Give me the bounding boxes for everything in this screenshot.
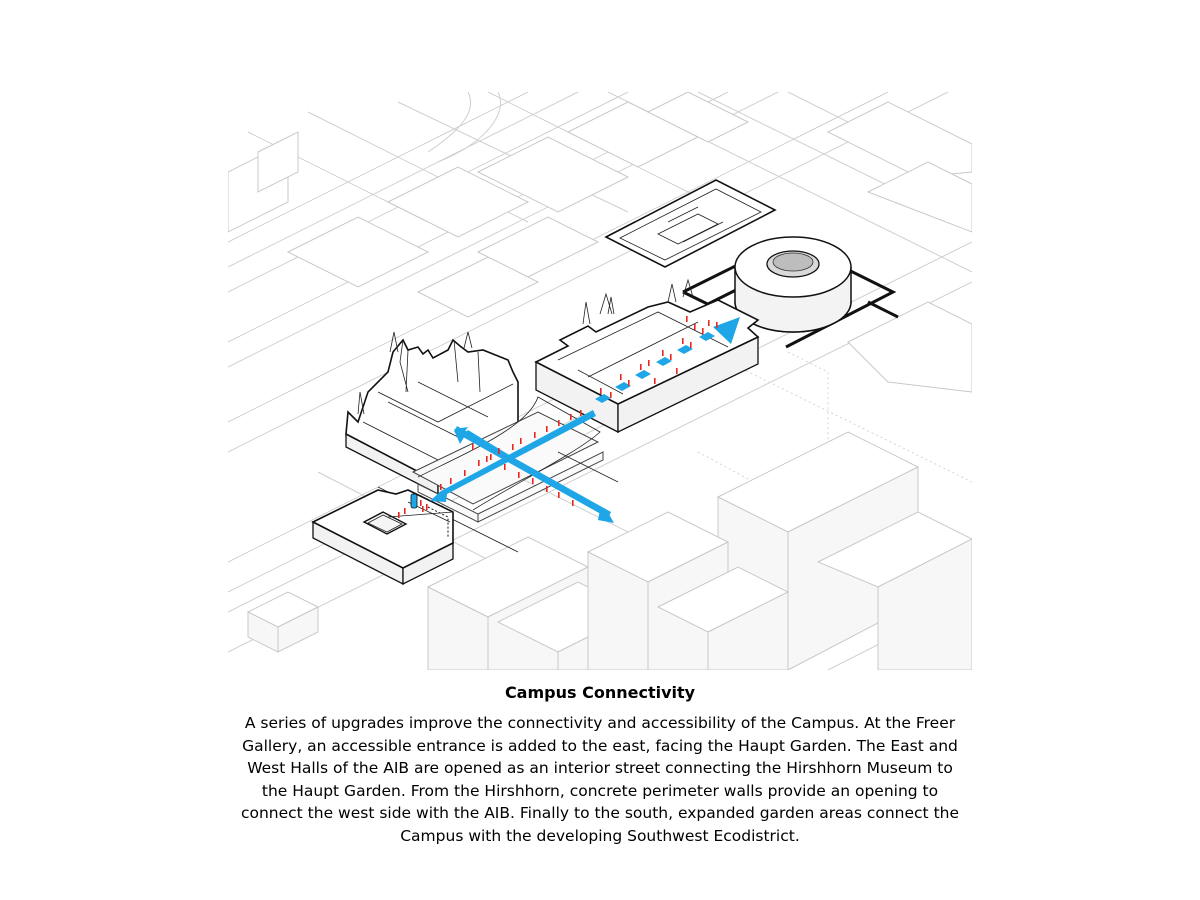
caption-title: Campus Connectivity xyxy=(504,683,696,702)
freer-east-entrance xyxy=(411,494,417,508)
freer-gallery xyxy=(313,490,453,584)
caption-body: A series of upgrades improve the connectivity and accessibility of the Campus. At the Freer Gallery, an accessible entrance is added to the east, facing the Haupt Garden. The East and West Halls of the AIB are opened as an interior street connecting the Hirshhorn Museum to the Haupt Garden. From the Hirshhorn, concrete perimeter walls provide an opening to connect the west side with the AIB. Finally to the south, expanded garden areas connect the Campus with the developing Southwest Ecodistrict. xyxy=(240,714,960,845)
campus-axonometric-diagram xyxy=(228,92,972,670)
arts-and-industries-building xyxy=(536,280,758,432)
context-blocks xyxy=(228,92,972,317)
